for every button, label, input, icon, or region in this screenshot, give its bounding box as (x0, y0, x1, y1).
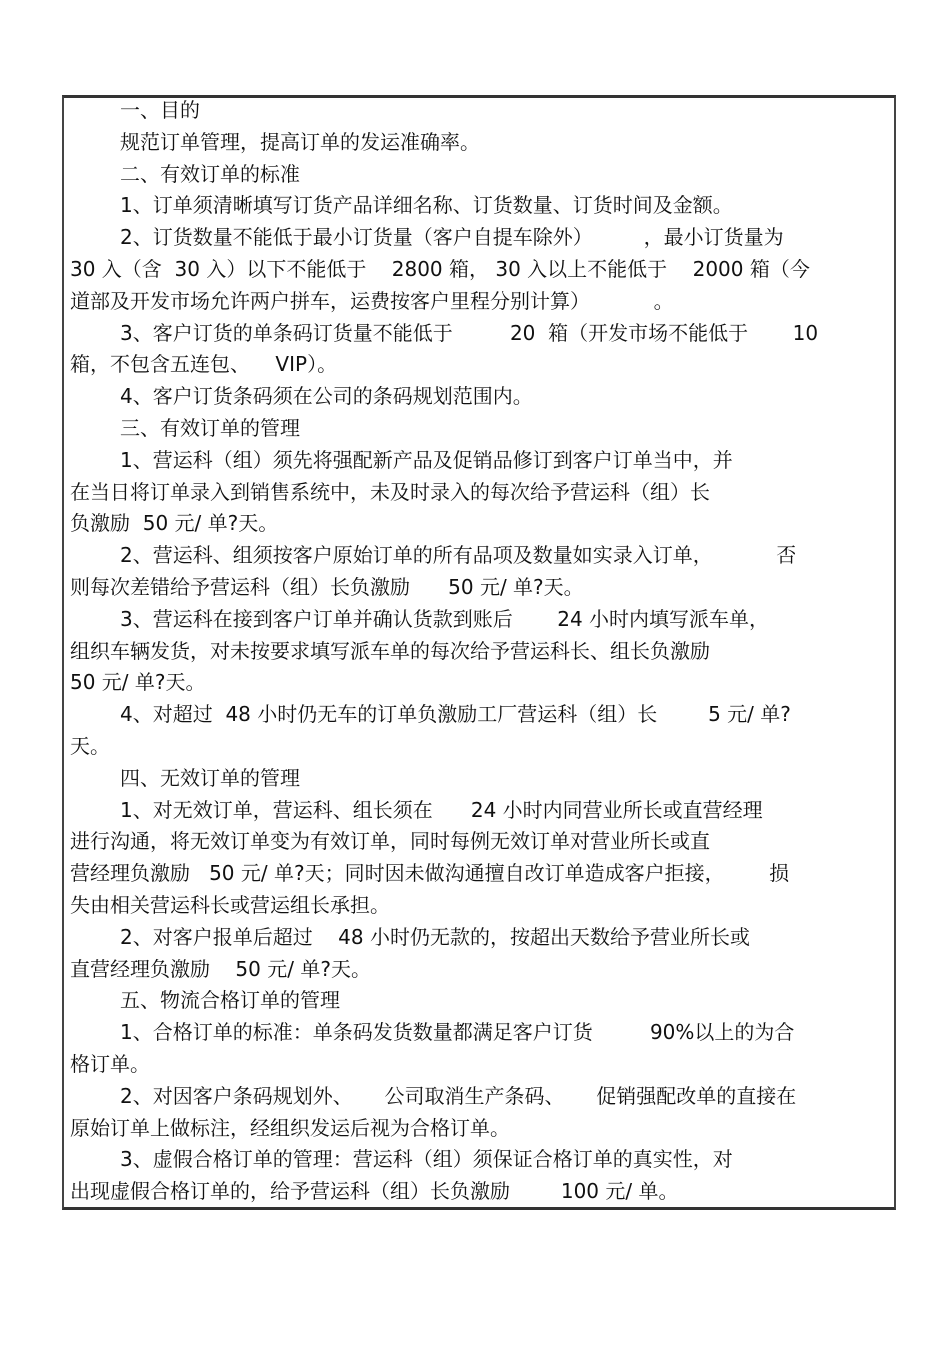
text-line: 规范订单管理，提高订单的发运准确率。 (120, 129, 480, 154)
text-line: 4、客户订货条码须在公司的条码规划范围内。 (120, 384, 533, 409)
text-line: 进行沟通，将无效订单变为有效订单，同时每例无效订单对营业所长或直 (70, 829, 710, 854)
text-line: 三、有效订单的管理 (120, 416, 300, 440)
text-line: 原始订单上做标注，经组织发运后视为合格订单。 (70, 1115, 510, 1140)
text-line: 失由相关营运科长或营运组长承担。 (70, 893, 390, 917)
text-line: 2、营运科、组须按客户原始订单的所有品项及数量如实录入订单， 否 (120, 543, 797, 568)
text-line: 营经理负激励 50 元/ 单?天；同时因未做沟通擅自改订单造成客户拒接， 损 (70, 861, 790, 886)
text-line: 在当日将订单录入到销售系统中，未及时录入的每次给予营运科（组）长 (70, 479, 710, 504)
text-line: 2、对因客户条码规划外、 公司取消生产条码、 促销强配改单的直接在 (120, 1083, 797, 1108)
text-line: 四、无效订单的管理 (120, 765, 300, 790)
text-line: 负激励 50 元/ 单?天。 (70, 511, 279, 536)
text-line: 二、有效订单的标准 (120, 161, 300, 186)
text-line: 1、订单须清晰填写订货产品详细名称、订货数量、订货时间及金额。 (120, 193, 733, 218)
text-line: 1、营运科（组）须先将强配新产品及促销品修订到客户订单当中，并 (120, 447, 733, 472)
text-line: 2、对客户报单后超过 48 小时仍无款的，按超出天数给予营业所长或 (120, 924, 750, 949)
text-line: 五、物流合格订单的管理 (120, 988, 340, 1013)
text-line: 格订单。 (70, 1052, 150, 1076)
text-line: 直营经理负激励 50 元/ 单?天。 (70, 956, 371, 981)
text-line: 3、客户订货的单条码订货量不能低于 20 箱（开发市场不能低于 10 (120, 320, 819, 345)
text-line: 3、虚假合格订单的管理：营运科（组）须保证合格订单的真实性，对 (120, 1147, 733, 1172)
text-line: 50 元/ 单?天。 (70, 670, 206, 695)
text-line: 2、订货数量不能低于最小订货量（客户自提车除外） ，最小订货量为 (120, 225, 784, 250)
text-line: 出现虚假合格订单的，给予营运科（组）长负激励 100 元/ 单。 (70, 1179, 679, 1204)
text-line: 1、合格订单的标准：单条码发货数量都满足客户订货 90%以上的为合 (120, 1020, 795, 1045)
text-line: 30 入（含 30 入）以下不能低于 2800 箱， 30 入以上不能低于 2000 箱（今 (70, 257, 810, 281)
text-line: 一、目的 (120, 98, 200, 122)
text-line: 道部及开发市场允许两户拼车，运费按客户里程分别计算） 。 (70, 288, 674, 313)
text-line: 4、对超过 48 小时仍无车的订单负激励工厂营运科（组）长 5 元/ 单? (120, 702, 791, 727)
text-line: 3、营运科在接到客户订单并确认货款到账后 24 小时内填写派车单， (120, 606, 770, 631)
text-line: 1、对无效订单，营运科、组长须在 24 小时内同营业所长或直营经理 (120, 797, 763, 822)
text-line: 组织车辆发货，对未按要求填写派车单的每次给予营运科长、组长负激励 (70, 638, 710, 663)
text-line: 箱，不包含五连包、 VIP）。 (70, 352, 338, 377)
text-line: 则每次差错给予营运科（组）长负激励 50 元/ 单?天。 (70, 575, 584, 599)
text-line: 天。 (70, 734, 110, 758)
